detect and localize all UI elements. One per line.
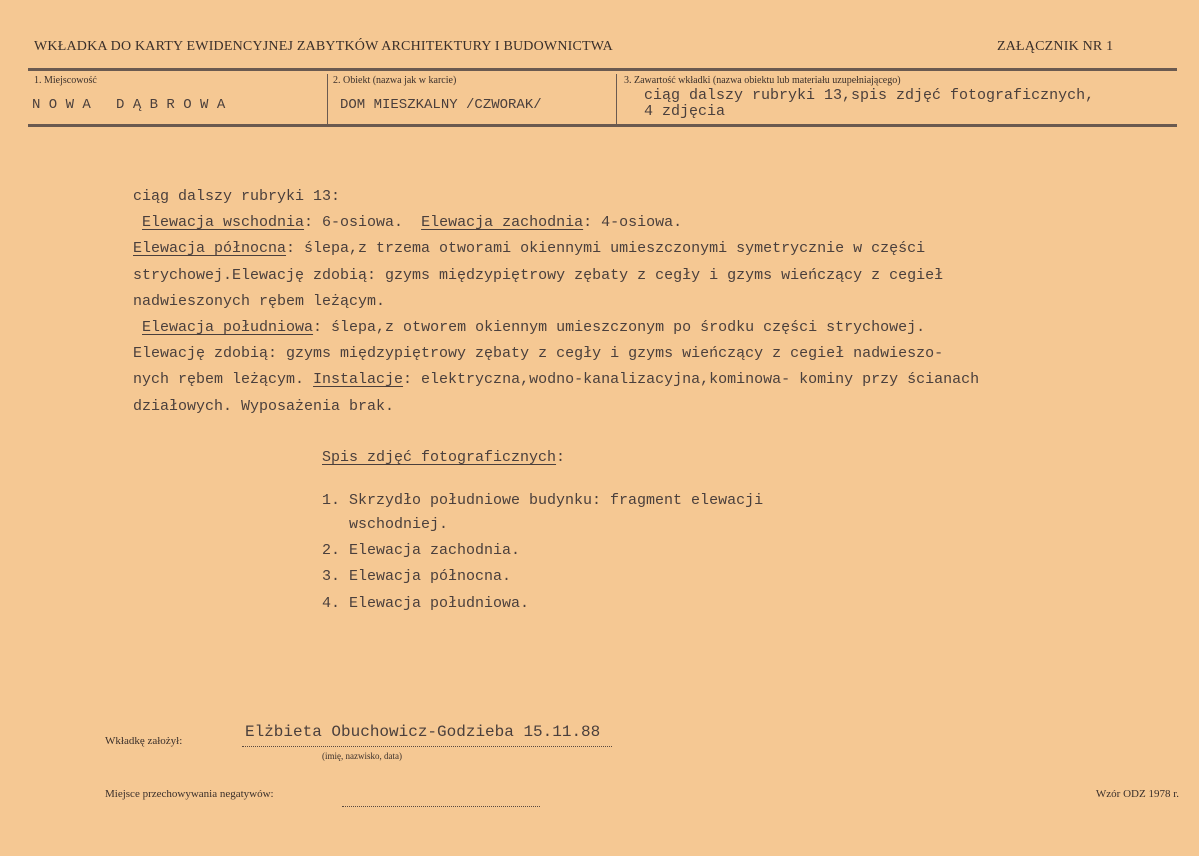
text-segment: : ślepa,z otworem okiennym umieszczonym po środku części strychowej. — [313, 319, 926, 336]
bottom-rule — [28, 124, 1177, 127]
body-line — [133, 345, 943, 362]
field-value-locality: N O W A D Ą B R O W A — [32, 97, 226, 113]
text-segment: : elektryczna,wodno-kanalizacyjna,kominowa- kominy przy ścianach — [403, 371, 980, 389]
field-value-contents-line2: 4 zdjęcia — [644, 103, 726, 120]
underlined-heading: Elewacja południowa — [142, 319, 314, 336]
underlined-heading: Instalacje — [313, 371, 404, 389]
negatives-label: Miejsce przechowywania negatywów: — [105, 788, 274, 800]
field-label-locality: 1. Miejscowość — [34, 75, 97, 86]
field-label-contents: 3. Zawartość wkładki (nazwa obiektu lub materiału uzupełniającego) — [624, 75, 901, 86]
photo-item: 3. Elewacja północna. — [322, 568, 512, 585]
text-segment: działowych. Wyposażenia brak. — [133, 397, 395, 415]
field-value-contents-line1: ciąg dalszy rubryki 13,spis zdjęć fotograficznych, — [644, 87, 1095, 104]
underlined-heading: Elewacja wschodnia — [142, 214, 305, 232]
text-segment: : 4-osiowa. — [583, 214, 683, 232]
text-segment: nych rębem leżącym. — [133, 371, 314, 389]
photo-item: 2. Elewacja zachodnia. — [322, 542, 521, 559]
text-segment: ciąg dalszy rubryki 13: — [133, 188, 341, 205]
author-hint: (imię, nazwisko, data) — [322, 751, 402, 761]
field-label-object: 2. Obiekt (nazwa jak w karcie) — [333, 75, 457, 86]
author-label: Wkładkę założył: — [105, 735, 183, 747]
photo-item: 1. Skrzydło południowe budynku: fragment elewacji — [322, 492, 764, 509]
photos-heading — [322, 449, 565, 466]
text-segment: Elewację zdobią: gzyms międzypiętrowy zębaty z cegły i gzyms wieńczący z cegieł nadwieszo- — [133, 345, 944, 363]
text-segment: strychowej.Elewację zdobią: gzyms międzypiętrowy zębaty z cegły i gzyms wieńczący z cegieł — [133, 266, 944, 284]
body-line — [133, 240, 925, 257]
body-line — [133, 188, 340, 205]
photo-item: wschodniej. — [322, 516, 449, 533]
photos-title: Spis zdjęć fotograficznych — [322, 449, 557, 466]
text-segment: : ślepa,z trzema otworami okiennymi umieszczonymi symetrycznie w części — [286, 240, 926, 258]
underlined-heading: Elewacja zachodnia — [421, 214, 584, 232]
field-value-object: DOM MIESZKALNY /CZWORAK/ — [340, 97, 542, 113]
text-segment: nadwieszonych rębem leżącym. — [133, 292, 386, 310]
text-segment: : 6-osiowa. — [304, 214, 422, 232]
body-line — [133, 371, 979, 388]
body-line — [133, 214, 682, 231]
underlined-heading: Elewacja północna — [133, 240, 287, 258]
photos-title-colon: : — [556, 449, 566, 466]
negatives-line — [342, 806, 540, 807]
body-line — [133, 319, 925, 336]
divider — [616, 74, 617, 126]
author-value: Elżbieta Obuchowicz-Godzieba 15.11.88 — [245, 723, 601, 741]
body-line — [133, 398, 394, 415]
body-line — [133, 293, 385, 310]
author-line — [242, 746, 612, 747]
form-title: WKŁADKA DO KARTY EWIDENCYJNEJ ZABYTKÓW ARCHITEKTURY I BUDOWNICTWA — [34, 39, 613, 54]
body-line — [133, 267, 943, 284]
form-id: Wzór ODZ 1978 r. — [1095, 788, 1179, 800]
text-segment — [133, 214, 142, 231]
text-segment — [133, 319, 142, 336]
photo-item: 4. Elewacja południowa. — [322, 595, 530, 612]
divider — [327, 74, 328, 126]
top-rule — [28, 68, 1177, 71]
attachment-number: ZAŁĄCZNIK NR 1 — [997, 39, 1114, 54]
